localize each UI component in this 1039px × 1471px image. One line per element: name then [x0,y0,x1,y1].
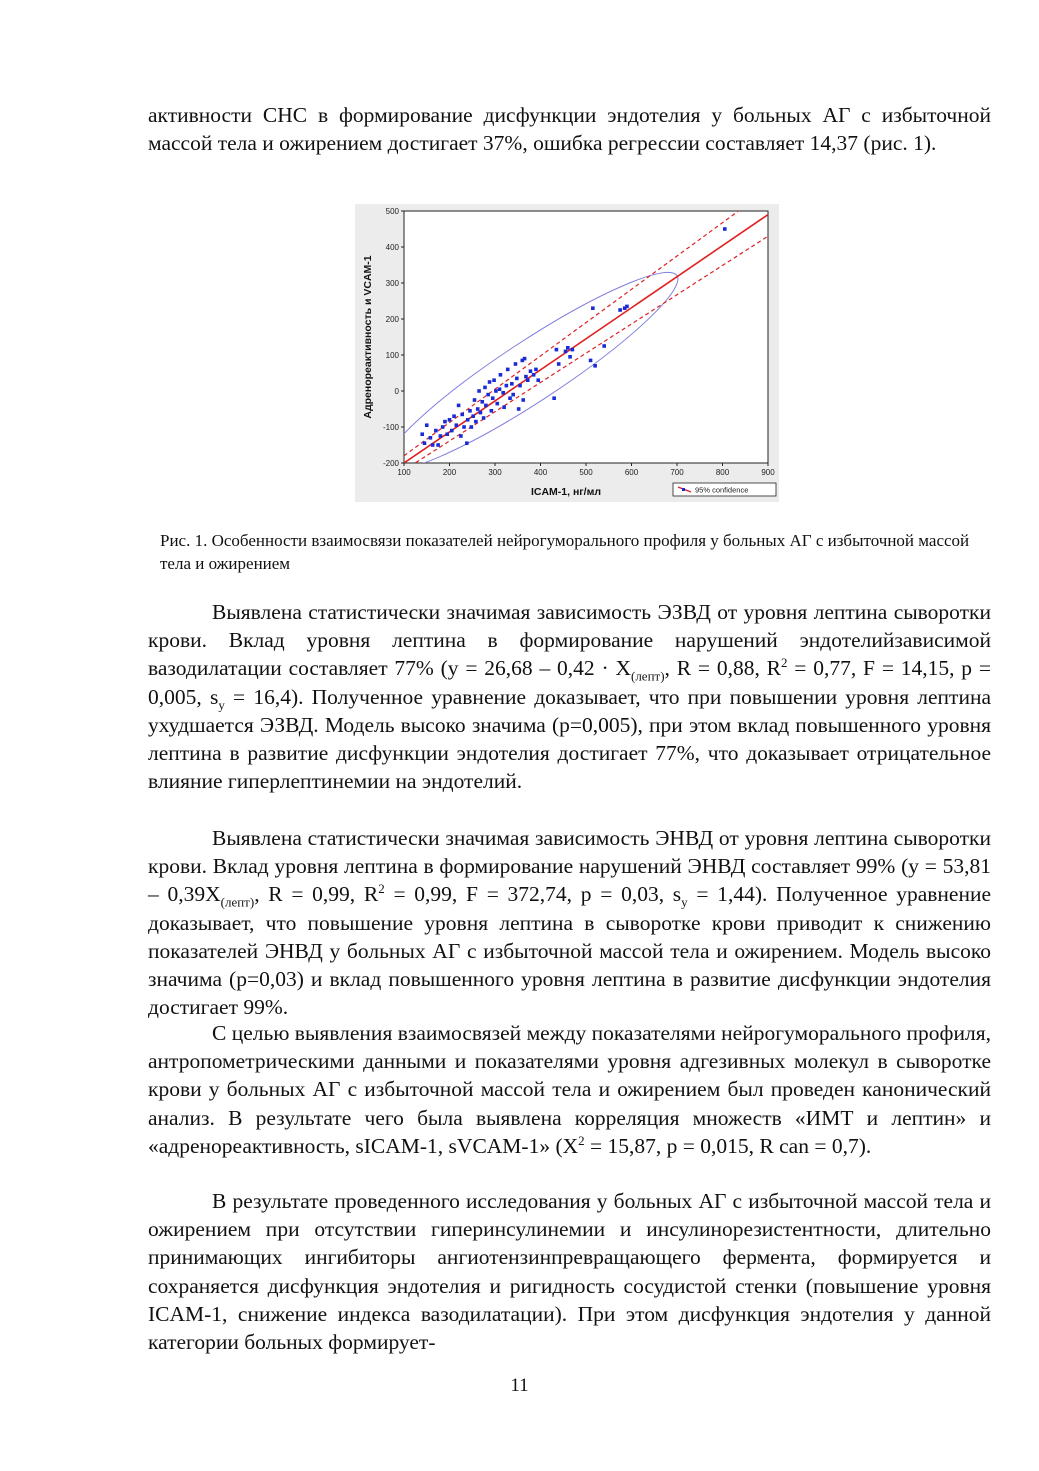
data-point [490,409,494,413]
data-point [494,389,498,393]
data-point [443,420,447,424]
figure-caption: Рис. 1. Особенности взаимосвязи показателей нейрогуморального профиля у больных АГ с избыточной массой тела и ожирением [160,531,970,573]
x-tick-label: 100 [397,468,411,477]
data-point [460,413,464,417]
data-point [523,357,527,361]
y-tick-label: 200 [385,315,399,324]
data-point [476,407,480,411]
data-point [532,373,536,377]
data-point [425,423,429,427]
data-point [423,441,427,445]
data-point [625,305,629,309]
data-point [555,348,559,352]
paragraph-envd [148,824,991,1021]
data-point [434,429,438,433]
data-point [571,348,575,352]
y-tick-label: 300 [385,279,399,288]
data-point [420,432,424,436]
y-tick-label: 0 [394,387,399,396]
paragraph-conclusion: В результате проведенного исследования у больных АГ с избыточной массой тела и ожирением при отсутствии гиперинсулинемии и инсулинорезистентности, длительно принимающих ингибиторы ангиотензинпревращающего фермента, формируется и сохраняется дисфункция эндотелия и ригидность сосудистой стенки (повышение уровня ICAM-1, снижение индекса вазодилатации). При этом дисфункция эндотелия у данной категории больных формирует- [148,1189,991,1355]
x-tick-label: 900 [761,468,775,477]
data-point [436,443,440,447]
data-point [459,434,463,438]
x-tick-label: 700 [670,468,684,477]
p2-text-a: Выявлена статистически значимая зависимость ЭНВД от уровня лептина сыворотки крови. Вклад уровня лептина в формирование нарушений ЭНВД составляет 99% (y = 53,81 – 0,39X [148,826,991,907]
data-point [534,368,538,372]
data-point [465,441,469,445]
data-point [479,411,483,415]
x-axis-label: ICAM-1, нг/мл [530,486,602,498]
p2-sub-y: y [681,894,688,910]
paragraph-intro: активности СНС в формирование дисфункции эндотелия у больных АГ с избыточной массой тела и ожирением достигает 37%, ошибка регрессии составляет 14,37 (рис. 1). [148,103,991,156]
data-point [536,378,540,382]
y-tick-label: 100 [385,351,399,360]
data-point [501,391,505,395]
data-point [483,386,487,390]
data-point [557,362,561,366]
x-tick-label: 400 [533,468,548,477]
x-tick-label: 500 [579,468,593,477]
data-point [480,400,484,404]
data-point [552,396,556,400]
data-point [498,387,502,391]
data-point [431,443,435,447]
data-point [439,434,443,438]
page-number: 11 [510,1375,529,1396]
p1-text-c: = 0,77, F = 14,15, p = 0,005, s [148,656,991,709]
data-point [462,425,466,429]
p1-sub-y: y [218,696,225,712]
data-point [511,393,515,397]
p3-text-b: = 15,87, р = 0,015, R can = 0,7). [584,1133,872,1158]
legend-swatch-point [682,488,685,491]
y-tick-label: -200 [382,459,399,468]
data-point [589,359,593,363]
data-point [564,350,568,354]
data-point [429,436,433,440]
data-point [455,423,459,427]
x-tick-label: 800 [715,468,730,477]
data-point [568,355,572,359]
data-point [502,405,506,409]
paragraph-ezvd [148,598,991,795]
data-point [499,373,503,377]
data-point [488,380,492,384]
data-point [517,407,521,411]
p1-text-b: , R = 0,88, R [664,656,781,681]
data-point [510,382,514,386]
data-point [468,409,472,413]
data-point [506,368,510,372]
y-tick-label: -100 [382,423,399,432]
data-point [593,364,597,368]
p3-text-a: С целью выявления взаимосвязей между показателями нейрогуморального профиля, антропометрическими данными и показателями уровня адгезивных молекул в сыворотке крови у больных АГ с избыточной массой тела и ожирением был проведен канонический анализ. В результате чего была выявлена корреляция множеств «ИМТ и лептин» и «адренореактивность, sICAM-1, sVCAM-1» (Χ [148,1021,991,1158]
data-point [441,425,445,429]
data-point [505,384,509,388]
p1-sub-lept: (лепт) [630,668,665,684]
p2-text-b: , R = 0,99, R [254,882,379,907]
data-point [484,404,488,408]
y-axis-label: Адренореактивность и VCAM-1 [362,255,374,419]
y-tick-label: 500 [385,207,399,216]
data-point [618,308,622,312]
data-point [521,398,525,402]
data-point [445,432,449,436]
data-point [486,393,490,397]
data-point [474,420,478,424]
data-point [473,398,477,402]
data-point [492,378,496,382]
data-point [529,369,533,373]
p1-text-d: = 16,4). Полученное уравнение доказывает, что при повышении уровня лептина ухудшается ЭЗВД. Модель высоко значима (р=0,005), при этом вклад повышенного уровня лептина в развитие дисфункции эндотелия достигает 77%, что доказывает отрицательное влияние гиперлептинемии на эндотелий. [148,684,991,794]
data-point [566,346,570,350]
y-tick-label: 400 [385,243,399,252]
p1-sup-2: 2 [780,655,788,671]
p2-sup-2: 2 [378,881,385,897]
data-point [508,396,512,400]
data-point [470,425,474,429]
data-point [524,375,528,379]
p2-sub-lept: (лепт) [220,894,255,910]
paragraph-canonical [148,1019,991,1160]
legend-label: 95% confidence [695,485,749,495]
data-point [514,362,518,366]
p1-text-a: Выявлена статистически значимая зависимость ЭЗВД от уровня лептина сыворотки крови. Вклад уровня лептина в формирование нарушений эндотелийзависимой вазодилатации составляет 77% (y = 26,68 – 0,42 · X [148,600,991,681]
figure-1 [355,204,779,502]
data-point [471,414,475,418]
data-point [491,396,495,400]
data-point [477,389,481,393]
p3-sup-2: 2 [578,1132,585,1148]
data-point [591,306,595,310]
data-point [495,402,499,406]
data-point [457,404,461,408]
p2-text-d: = 1,44). Полученное уравнение доказывает, что повышение уровня лептина в сыворотке крови приводит к снижению показателей ЭНВД у больных АГ с избыточной массой тела и ожирением. Модель высоко значима (р=0,03) и вклад повышенного уровня лептина в развитие дисфункции эндотелия достигает 99%. [148,882,992,1020]
data-point [723,227,727,231]
data-point [452,414,456,418]
scatter-chart [355,204,779,502]
x-tick-label: 200 [442,468,457,477]
data-point [466,418,470,422]
data-point [450,429,454,433]
x-tick-label: 600 [624,468,639,477]
x-tick-label: 300 [488,468,502,477]
data-point [602,344,606,348]
data-point [482,416,486,420]
data-point [515,377,519,381]
data-point [448,418,452,422]
data-point [526,378,530,382]
p2-text-c: = 0,99, F = 372,74, p = 0,03, s [384,882,682,907]
data-point [518,384,522,388]
